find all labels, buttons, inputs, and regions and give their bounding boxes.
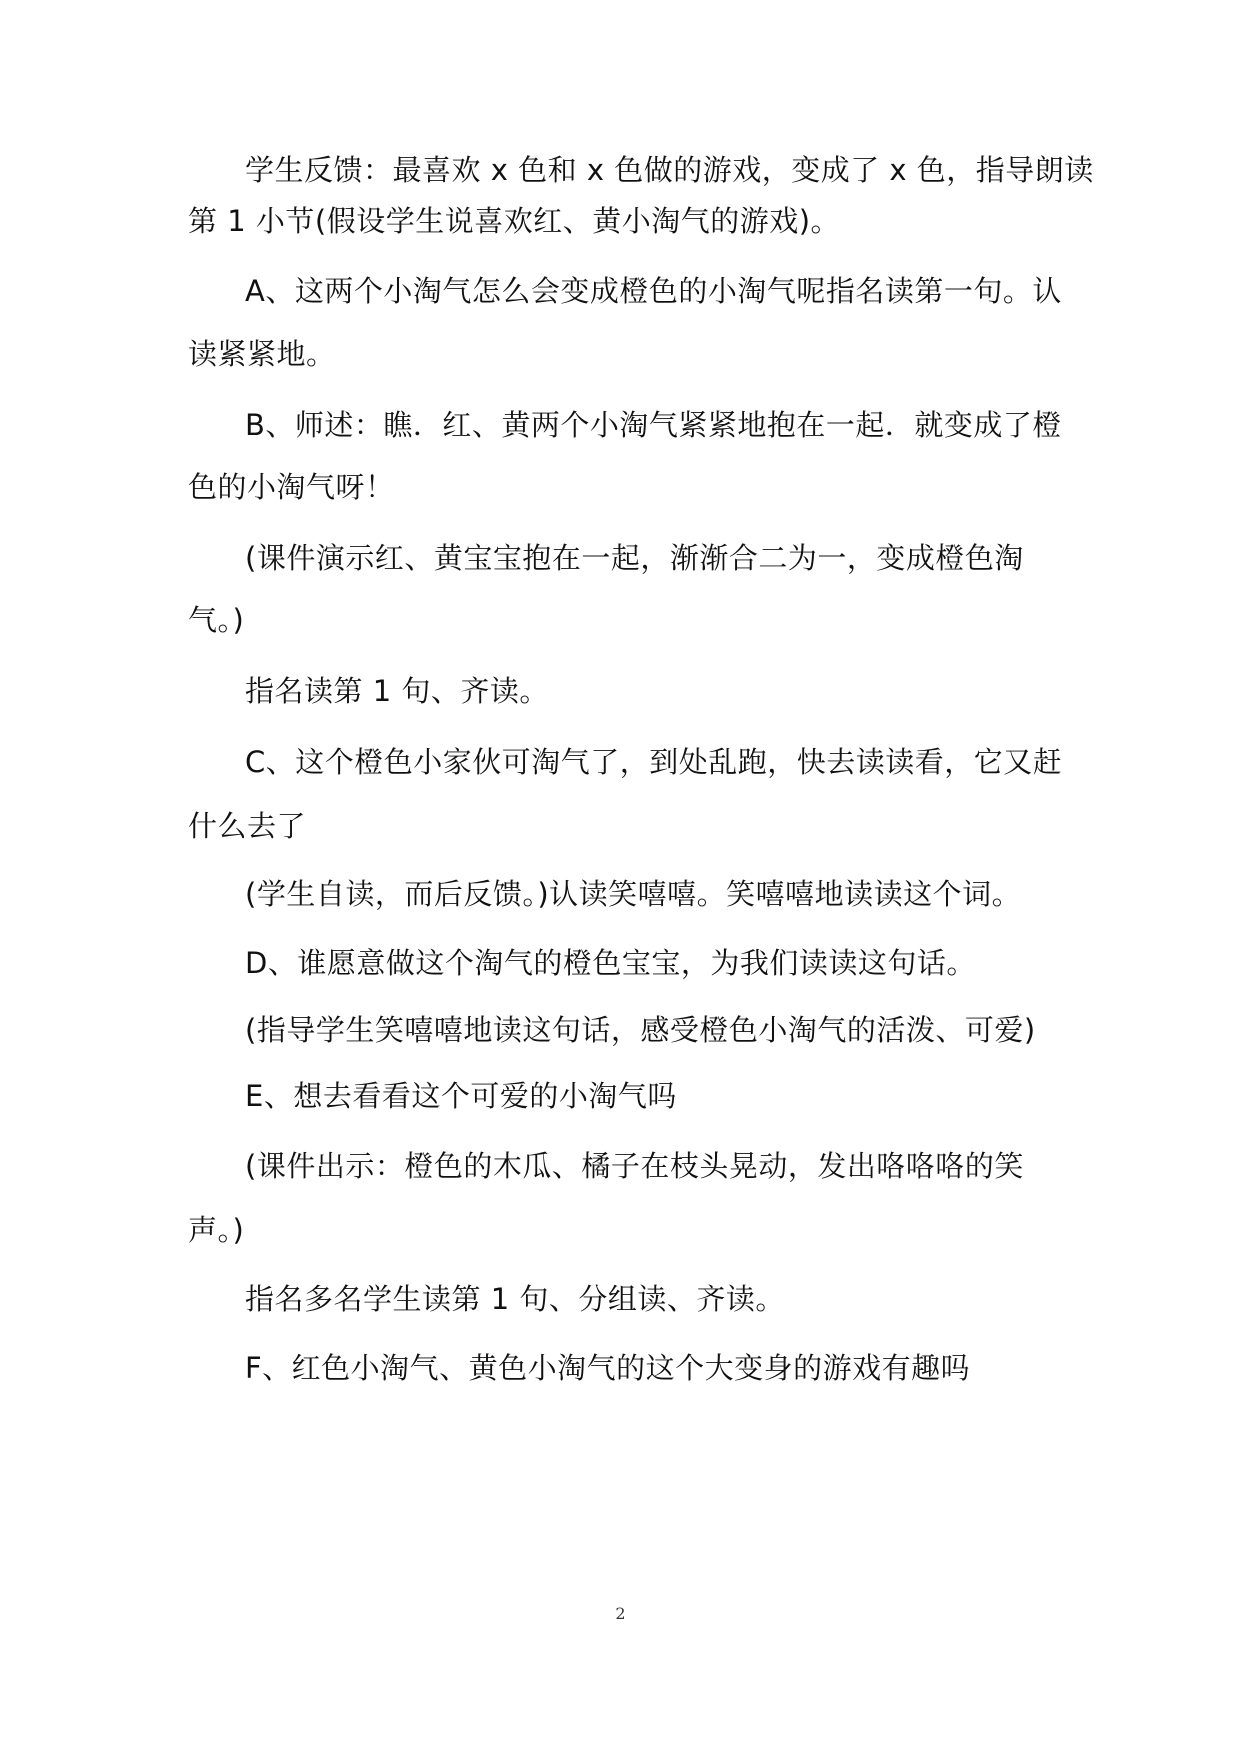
text-line: 第 1 小节(假设学生说喜欢红、黄小淘气的游戏)。 bbox=[188, 204, 841, 238]
text-line: 指名读第 1 句、齐读。 bbox=[245, 674, 549, 708]
text-line: (学生自读，而后反馈。)认读笑嘻嘻。笑嘻嘻地读读这个词。 bbox=[245, 877, 1022, 911]
text-line: D、谁愿意做这个淘气的橙色宝宝，为我们读读这句话。 bbox=[245, 946, 976, 980]
text-line: E、想去看看这个可爱的小淘气吗 bbox=[245, 1079, 677, 1113]
text-line: F、红色小淘气、黄色小淘气的这个大变身的游戏有趣吗 bbox=[245, 1351, 971, 1385]
text-line: 气。) bbox=[188, 603, 245, 637]
text-line: 声。) bbox=[188, 1213, 245, 1247]
text-line: 读紧紧地。 bbox=[188, 337, 336, 371]
page-number: 2 bbox=[615, 1604, 626, 1623]
text-line: (课件出示：橙色的木瓜、橘子在枝头晃动，发出咯咯咯的笑 bbox=[245, 1149, 1024, 1183]
text-line: 指名多名学生读第 1 句、分组读、齐读。 bbox=[245, 1282, 785, 1316]
text-line: (指导学生笑嘻嘻地读这句话，感受橙色小淘气的活泼、可爱) bbox=[245, 1013, 1036, 1047]
text-line: B、师述：瞧．红、黄两个小淘气紧紧地抱在一起．就变成了橙 bbox=[245, 408, 1062, 442]
text-line: 色的小淘气呀！ bbox=[188, 470, 395, 504]
text-line: C、这个橙色小家伙可淘气了，到处乱跑，快去读读看，它又赶 bbox=[245, 745, 1063, 779]
text-line: 学生反馈：最喜欢 x 色和 x 色做的游戏，变成了 x 色，指导朗读 bbox=[245, 153, 1094, 187]
text-line: 什么去了 bbox=[188, 809, 307, 843]
text-line: A、这两个小淘气怎么会变成橙色的小淘气呢指名读第一句。认 bbox=[245, 274, 1062, 308]
text-line: (课件演示红、黄宝宝抱在一起，渐渐合二为一，变成橙色淘 bbox=[245, 541, 1024, 575]
